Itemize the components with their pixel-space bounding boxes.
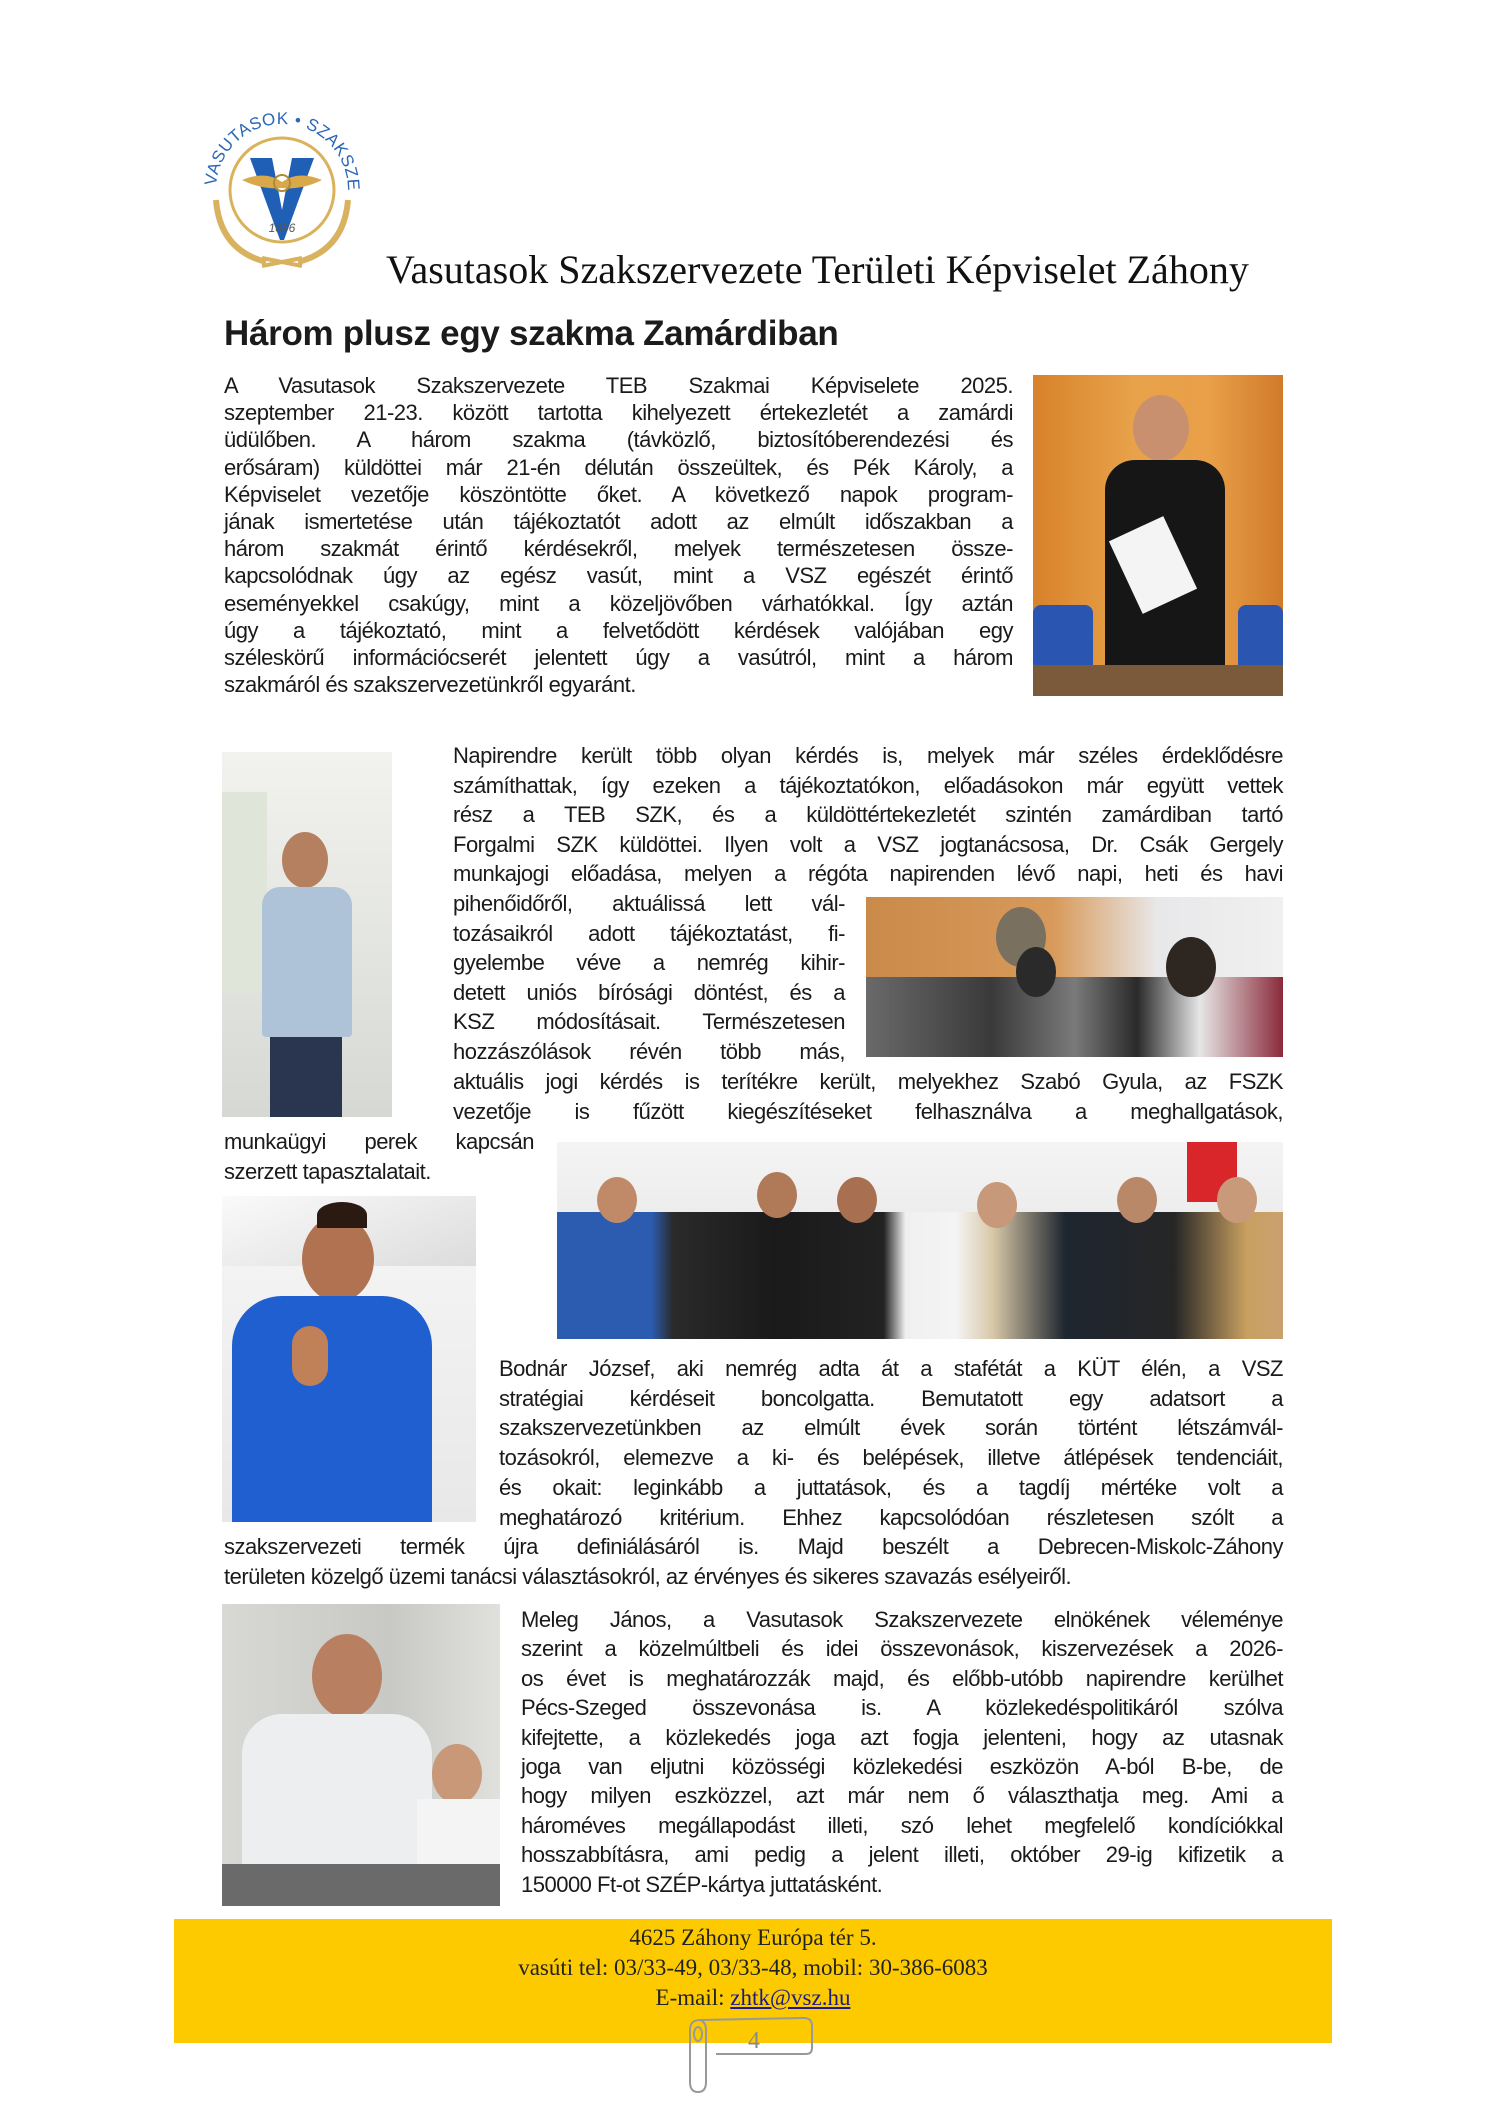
text-line: széleskörű információcserét jelentett úgy a vasútról, mint a három: [224, 645, 1013, 671]
paragraph-2-top: [453, 741, 1283, 889]
photo-group-seated: [557, 1142, 1283, 1339]
paragraph-2-end: [224, 1127, 534, 1186]
text-line: tozásokról, elemezve a ki- és belépések, illetve átlépések tendenciáit,: [499, 1445, 1283, 1471]
svg-text:1896: 1896: [268, 221, 296, 235]
text-line: Napirendre került több olyan kérdés is, melyek már széles érdeklődésre: [453, 743, 1283, 768]
text-line: jának ismertetése után tájékoztatót adott az elmúlt időszakban a: [224, 509, 1013, 535]
text-line: szakmáról és szakszervezetünkről egyaránt.: [224, 672, 636, 698]
text-line: Bodnár József, aki nemrég adta át a stafétát a KÜT élén, a VSZ: [499, 1356, 1283, 1381]
text-line: szakszervezeti termék újra definiálásáról is. Majd beszélt a Debrecen-Miskolc-Záhony: [224, 1534, 1283, 1559]
text-line: munkajogi előadása, melyen a régóta napirenden lévő napi, heti és havi: [453, 861, 1283, 887]
article-headline: Három plusz egy szakma Zamárdiban: [224, 314, 839, 353]
text-line: és okait: leginkább a juttatások, és a tagdíj mértéke volt a: [499, 1474, 1283, 1500]
text-line: hozzászólások révén több más,: [453, 1038, 845, 1064]
text-line: munkaügyi perek kapcsán: [224, 1129, 534, 1154]
text-line: gyelembe véve a nemrég kihir-: [453, 950, 845, 976]
text-line: aktuális jogi kérdés is terítékre került, melyekhez Szabó Gyula, az FSZK: [453, 1069, 1283, 1094]
text-line: joga van eljutni közösségi közlekedési eszközön A-ból B-be, de: [521, 1754, 1283, 1780]
photo-speaker-light-shirt: [222, 752, 392, 1117]
paragraph-3-end: [224, 1532, 1283, 1591]
text-line: kapcsolódnak úgy az egész vasút, mint a VSZ egészét érintő: [224, 563, 1013, 589]
text-line: KSZ módosításait. Természetesen: [453, 1009, 845, 1035]
union-logo: [186, 90, 378, 276]
text-line: vezetője is fűzött kiegészítéseket felhasználva a meghallgatások,: [453, 1098, 1283, 1124]
text-line: 150000 Ft-ot SZÉP-kártya juttatásként.: [521, 1871, 883, 1897]
paragraph-2-continued: [453, 1067, 1283, 1126]
text-line: szeptember 21-23. között tartotta kihelyezett értekezletét a zamárdi: [224, 400, 1013, 426]
paragraph-3-top: [499, 1354, 1283, 1532]
page-number: 4: [748, 2028, 760, 2054]
text-line: Képviselet vezetője köszöntötte őket. A következő napok program-: [224, 481, 1013, 507]
paragraph-1: [224, 372, 1013, 698]
text-line: Forgalmi SZK küldöttei. Ilyen volt a VSZ jogtanácsosa, Dr. Csák Gergely: [453, 831, 1283, 857]
text-line: erősáram) küldöttei már 21-én délután összeültek, és Pék Károly, a: [224, 454, 1013, 480]
photo-speaker-black-shirt: [1033, 375, 1283, 696]
text-line: üdülőben. A három szakma (távközlő, biztosítóberendezési és: [224, 427, 1013, 453]
organization-title: Vasutasok Szakszervezete Területi Képviselet Záhony: [386, 247, 1249, 292]
text-line: tozásaikról adott tájékoztatást, fi-: [453, 920, 845, 946]
text-line: számíthattak, így ezeken a tájékoztatókon, előadásokon már együtt vettek: [453, 772, 1283, 798]
text-line: hároméves megállapodást illeti, szó lehet megfelelő kondíciókkal: [521, 1812, 1283, 1838]
text-line: kifejtette, a közlekedés joga azt fogja jelenteni, hogy az utasnak: [521, 1724, 1283, 1750]
text-line: területen közelgő üzemi tanácsi választásokról, az érvényes és sikeres szavazás esélyeiről.: [224, 1563, 1072, 1589]
text-line: szerint a közelmúltbeli és idei összevonások, kiszervezések a 2026-: [521, 1636, 1283, 1662]
footer-email-line: [174, 1983, 1332, 2013]
text-line: pihenőidőről, aktuálissá lett vál-: [453, 891, 845, 916]
paragraph-2-wrap: [453, 889, 845, 1067]
text-line: hosszabbításra, ami pedig a jelent illeti, október 29-ig kifizetik a: [521, 1842, 1283, 1868]
text-line: detett uniós bírósági döntést, és a: [453, 979, 845, 1005]
text-line: stratégiai kérdéseit boncolgatta. Bemutatott egy adatsort a: [499, 1385, 1283, 1411]
text-line: Pécs-Szeged összevonása is. A közlekedéspolitikáról szólva: [521, 1695, 1283, 1721]
text-line: rész a TEB SZK, és a küldöttértekezletét szintén zamárdiban tartó: [453, 802, 1283, 828]
text-line: szakszervezetünkben az elmúlt évek során történt létszámvál-: [499, 1415, 1283, 1441]
footer-email-label: E-mail:: [655, 1985, 731, 2010]
photo-speaker-president: [222, 1604, 500, 1906]
photo-audience-meeting-room: [866, 897, 1283, 1057]
svg-text:VASUTASOK • SZAKSZERVEZETE: VASUTASOK • SZAKSZE: [201, 108, 364, 192]
footer-address: 4625 Záhony Európa tér 5.: [629, 1925, 877, 1950]
footer-phones: vasúti tel: 03/33-49, 03/33-48, mobil: 30-386-6083: [518, 1955, 988, 1980]
footer-email-link[interactable]: zhtk@vsz.hu: [730, 1985, 851, 2010]
paragraph-4: [521, 1605, 1283, 1899]
photo-speaker-blue-shirt: [222, 1196, 476, 1522]
text-line: eseményekkel csakúgy, mint a közeljövőben várhatókkal. Így aztán: [224, 590, 1013, 616]
text-line: úgy a tájékoztató, mint a felvetődött kérdések valójában egy: [224, 617, 1013, 643]
text-line: Meleg János, a Vasutasok Szakszervezete elnökének véleménye: [521, 1607, 1283, 1632]
text-line: meghatározó kritérium. Ehhez kapcsolódóan részletesen szólt a: [499, 1504, 1283, 1530]
text-line: os évet is meghatározzák majd, és előbb-utóbb napirendre kerülhet: [521, 1665, 1283, 1691]
text-line: három szakmát érintő kérdésekről, melyek természetesen össze-: [224, 536, 1013, 562]
text-line: A Vasutasok Szakszervezete TEB Szakmai Képviselete 2025.: [224, 373, 1013, 398]
text-line: szerzett tapasztalatait.: [224, 1158, 431, 1184]
text-line: hogy milyen eszközzel, azt már nem ő választhatja meg. Ami a: [521, 1783, 1283, 1809]
